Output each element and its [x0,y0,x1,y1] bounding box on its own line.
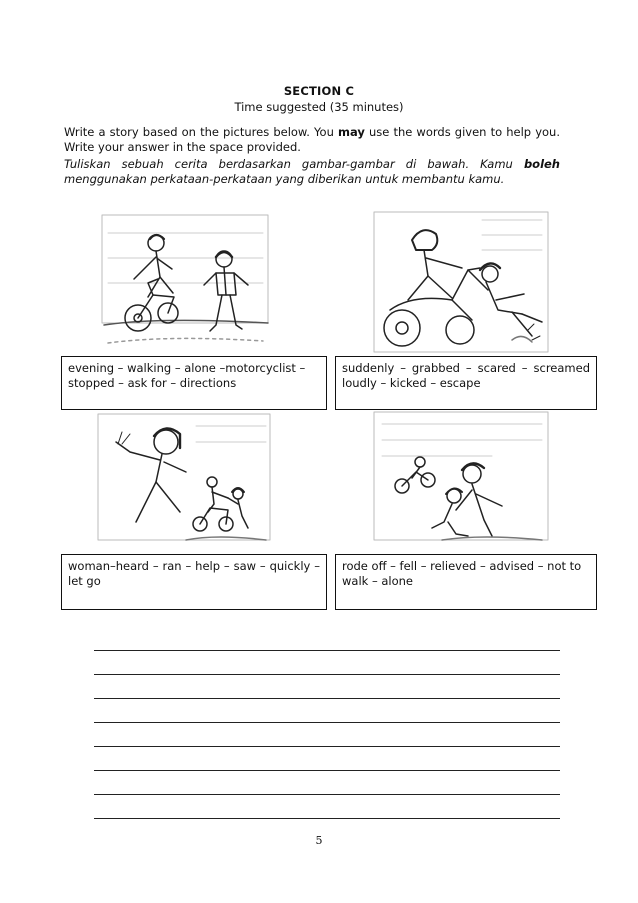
answer-line[interactable] [94,675,560,699]
answer-line[interactable] [94,771,560,795]
word-box-2: suddenly – grabbed – scared – screamed loudly – kicked – escape [335,356,597,410]
woman-runs-to-help-icon [96,412,272,552]
emphasis-boleh: boleh [523,157,560,171]
instruction-malay: Tuliskan sebuah cerita berdasarkan gambar-gambar di bawah. Kamu boleh menggunakan perkataan-perkataan yang diberikan untuk membantu kamu. [64,157,560,186]
page-number: 5 [315,834,323,847]
answer-line[interactable] [94,651,560,675]
answer-line[interactable] [94,627,560,651]
answer-line[interactable] [94,723,560,747]
emphasis-may: may [337,125,365,139]
word-box-1: evening – walking – alone –motorcyclist – stopped – ask for – directions [61,356,327,410]
motorcyclist-asks-girl-icon [98,213,272,355]
motorcyclist-grabs-girl-icon [372,210,550,355]
word-box-3: woman–heard – ran – help – saw – quickly – let go [61,554,327,610]
answer-line[interactable] [94,699,560,723]
answer-line[interactable] [94,747,560,771]
word-box-4: rode off – fell – relieved – advised – not to walk – alone [335,554,597,610]
answer-line[interactable] [94,795,560,819]
instruction-english: Write a story based on the pictures below. You may use the words given to help you. Write your answer in the space provided. [64,125,560,154]
motorcyclist-falls-icon [372,410,550,552]
answer-lines [94,627,560,819]
time-suggested: Time suggested (35 minutes) [234,100,404,114]
section-title: SECTION C [283,84,355,98]
